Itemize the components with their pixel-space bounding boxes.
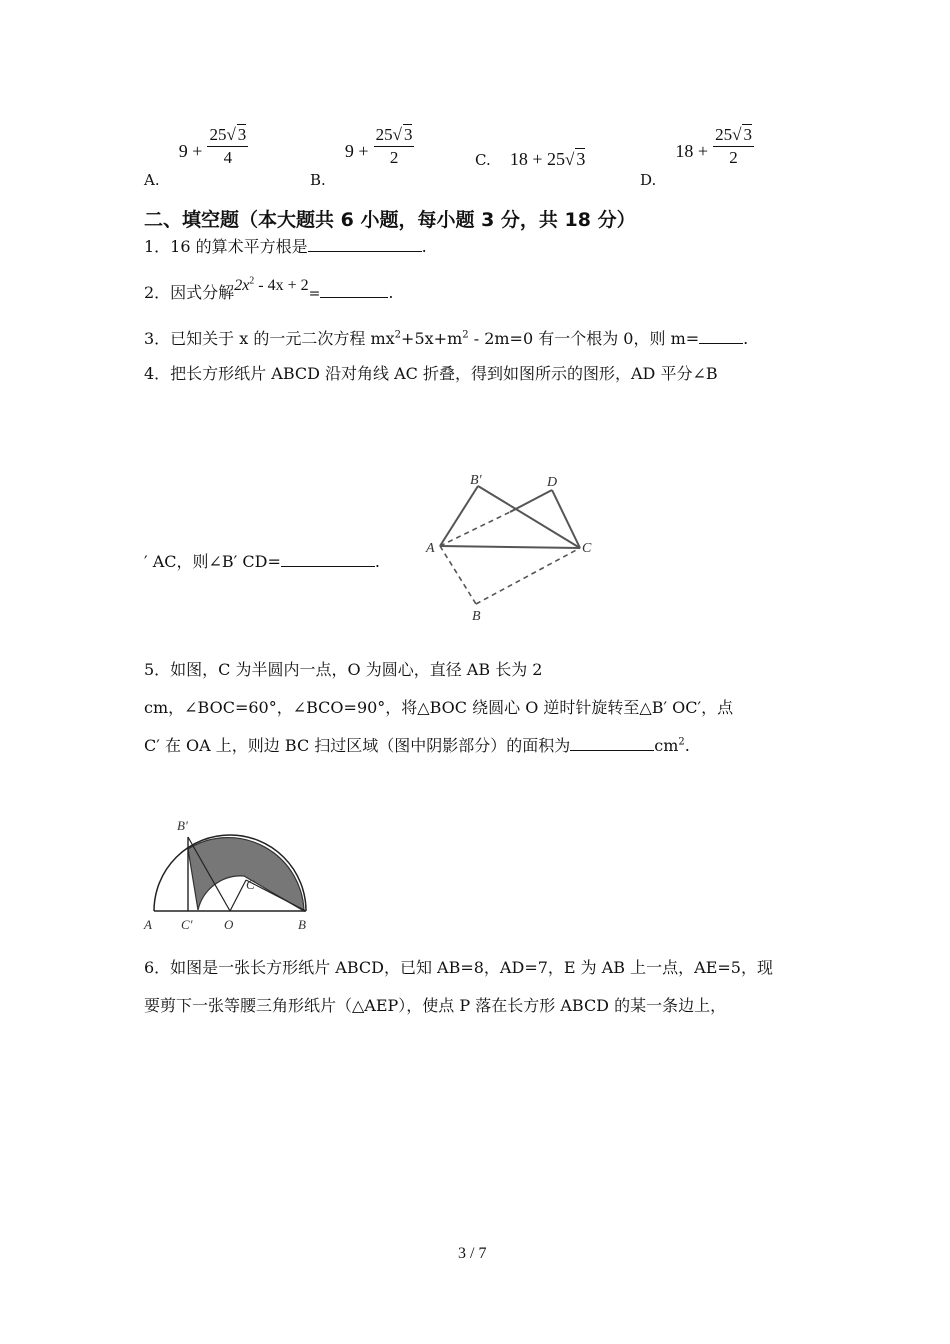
option-a-lead: 9 + [178, 140, 203, 161]
option-d-numerator: 25 [715, 125, 733, 144]
option-d [640, 124, 754, 189]
question-3-sup-1: 2 [394, 329, 402, 341]
question-3-text-a: 3．已知关于 x 的一元二次方程 mx [144, 329, 395, 348]
option-c: C. 18 + 25√ 3 [475, 149, 586, 169]
option-c-radicand: 3 [576, 149, 586, 169]
label-b: B [472, 609, 481, 624]
option-d-denominator: 2 [729, 148, 738, 167]
label-c: C [582, 541, 592, 556]
question-2-prefix: 2．因式分解 [144, 283, 235, 302]
question-6-line-1: 6．如图是一张长方形纸片 ABCD，已知 AB=8，AD=7，E 为 AB 上一点，AE=5，现 [144, 958, 773, 977]
question-5-unit: cm [654, 736, 679, 755]
option-a [144, 124, 248, 189]
answer-blank-4 [281, 552, 375, 567]
option-d-lead: 18 + [675, 140, 709, 161]
option-a-radicand: 3 [237, 125, 247, 144]
answer-blank-5 [570, 736, 654, 751]
section-heading: 二、填空题（本大题共 6 小题，每小题 3 分，共 18 分） [144, 209, 636, 231]
option-b-denominator: 2 [389, 148, 399, 167]
option-a-denominator: 4 [223, 148, 233, 167]
question-5-line-2: cm，∠BOC=60°，∠BCO=90°，将△BOC 绕圆心 O 逆时针旋转至△B′ OC′，点 [144, 698, 734, 717]
option-b-fraction: $\frac{25√ 3}{2}$ [375, 125, 413, 167]
question-5-line-3 [144, 733, 690, 756]
figure-folded-rectangle [420, 468, 610, 628]
label-o-5: O [224, 917, 234, 932]
answer-blank-2 [320, 283, 388, 298]
question-3-end: . [743, 329, 749, 348]
page-number: 3 / 7 [458, 1245, 487, 1262]
question-1-end: . [421, 237, 427, 256]
option-b-radicand: 3 [403, 125, 413, 144]
option-c-label: C. [475, 151, 491, 169]
question-1-text: 1．16 的算术平方根是 [144, 237, 308, 256]
question-6-line-2: 要剪下一张等腰三角形纸片（△AEP），使点 P 落在长方形 ABCD 的某一条边上， [144, 996, 727, 1015]
figure-semicircle [140, 812, 320, 934]
option-a-numerator: 25 [209, 125, 227, 144]
question-3-sup-2: 2 [462, 329, 469, 341]
option-a-label: A. [144, 170, 160, 189]
label-c-prime-5: C′ [181, 917, 193, 932]
label-d: D [547, 475, 558, 490]
label-b-prime: B′ [470, 473, 482, 488]
label-a: A [426, 541, 435, 556]
label-b-prime-5: B′ [177, 818, 188, 833]
question-2-expression: $2x^2 - 4x + 2$ [234, 275, 309, 294]
question-5-end: . [684, 736, 690, 755]
question-3-text-b: +5x+m [401, 329, 463, 348]
option-d-fraction: $\frac{25√ 3}{2}$ [715, 125, 752, 167]
option-b [310, 124, 414, 189]
label-c-5: C [246, 877, 255, 892]
question-5-text: C′ 在 OA 上，则边 BC 扫过区域（图中阴影部分）的面积为 [144, 736, 571, 755]
option-d-radicand: 3 [743, 125, 752, 144]
option-b-numerator: 25 [375, 125, 393, 144]
question-2 [144, 275, 394, 303]
question-3 [144, 326, 748, 349]
question-5-line-1: 5．如图，C 为半圆内一点，O 为圆心，直径 AB 长为 2 [144, 660, 543, 679]
question-4-end: . [374, 552, 380, 571]
option-c-expr: 18 + 25 [509, 149, 565, 169]
label-a-5: A [144, 917, 152, 932]
option-d-label: D. [640, 170, 657, 189]
option-b-lead: 9 + [344, 140, 369, 161]
question-4-text: ′ AC，则∠B′ CD= [144, 552, 281, 571]
option-b-label: B. [310, 170, 326, 189]
question-4-line-2 [144, 549, 380, 572]
question-2-equals: = [308, 286, 321, 302]
answer-blank-3 [699, 329, 743, 344]
question-2-end: . [388, 283, 394, 302]
question-1 [144, 234, 427, 257]
question-5-unit-sup: 2 [678, 736, 685, 748]
option-a-fraction: $\frac{25√ 3}{4}$ [209, 125, 247, 167]
question-4-line-1: 4．把长方形纸片 ABCD 沿对角线 AC 折叠，得到如图所示的图形，AD 平分∠B [144, 364, 718, 383]
label-b-5: B [298, 917, 306, 932]
question-3-text-c: - 2m=0 有一个根为 0，则 m= [468, 329, 700, 348]
answer-blank-1 [308, 237, 422, 252]
